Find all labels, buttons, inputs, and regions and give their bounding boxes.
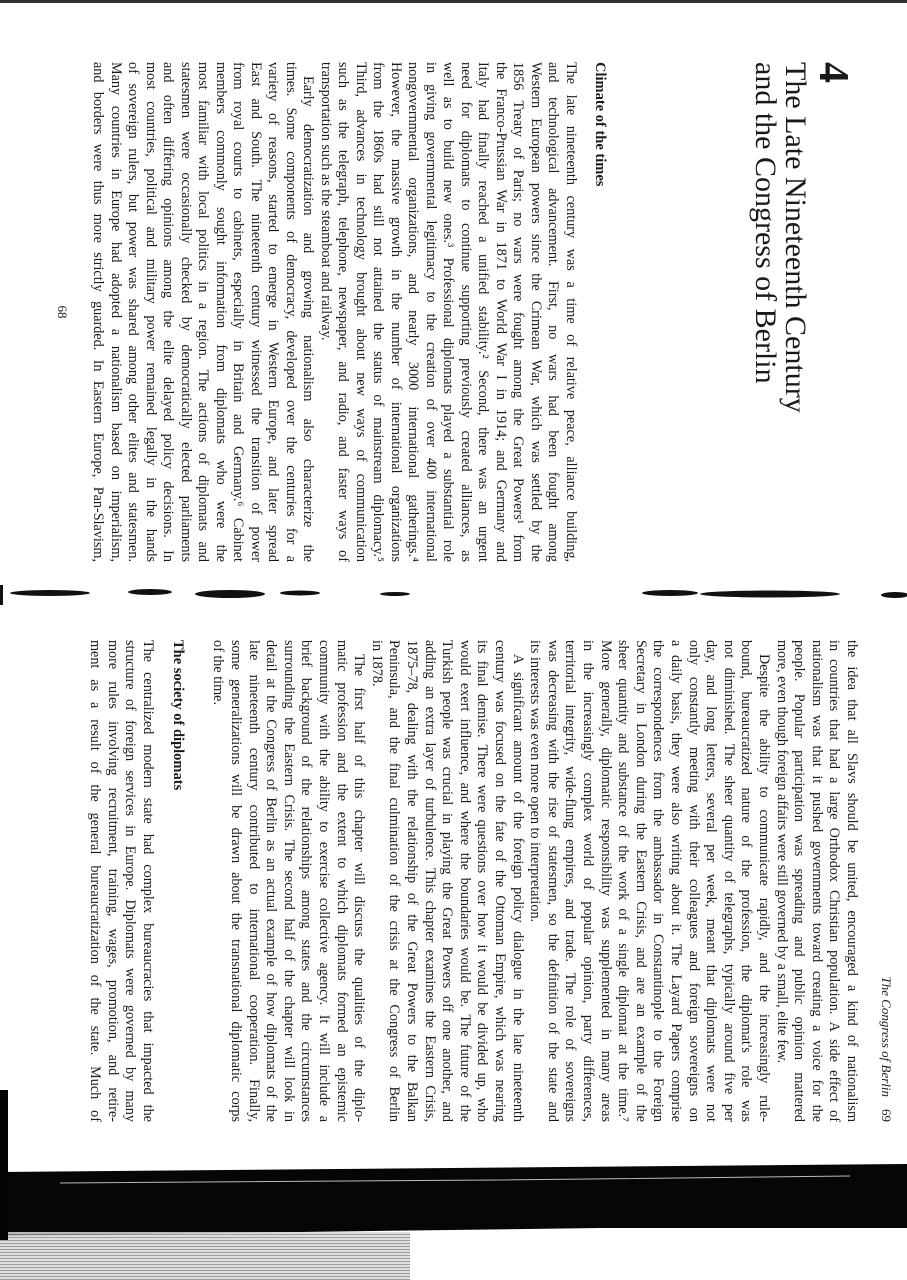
- text-line: More generally, diplomatic responsibility was supplemented in many areas: [597, 640, 614, 1122]
- text-line: the idea that all Slavs should be united, encouraged a kind of nationalism: [844, 640, 860, 1122]
- section-heading-society: The society of diplomats: [170, 640, 186, 791]
- text-line: most familiar with local politics in a region. The actions of diplomats and: [195, 62, 212, 562]
- text-line: adding an extra layer of turbulence. This chapter examines the Eastern Crisis,: [421, 640, 438, 1122]
- text-line: day, and long letters, several per week, meant that diplomats were not: [703, 640, 720, 1122]
- text-line: statesmen were occasionally checked by democratically elected parliaments: [178, 62, 194, 562]
- text-line: The centralized modern state had complex bureaucracies that impacted the: [140, 640, 156, 1122]
- text-line: of the time.: [210, 640, 227, 706]
- text-line: Turkish people was crucial in playing the Great Powers off one another, and: [439, 640, 456, 1122]
- page-number: 68: [55, 305, 70, 319]
- text-line: not diminished. The sheer quantity of telegraphs, typically around five per: [720, 640, 737, 1122]
- text-line: such as the telegraph, telephone, newspaper, and radio, and faster ways of: [335, 62, 352, 562]
- text-line: more rules involving recruitment, training, wages, promotion, and retire-: [104, 640, 121, 1122]
- text-line: Early democratization and growing nationalism also characterize the: [300, 76, 317, 562]
- text-line: 1875–78, dealing with the relationship of the Great Powers to the Balkan: [404, 640, 420, 1122]
- text-line: Western European powers since the Crimean War, which was settled by the: [528, 62, 544, 562]
- text-line: more, even though foreign affairs were still governed by a small, elite few.: [773, 640, 790, 1064]
- text-line: Peninsula, and the final culmination of the crisis at the Congress of Berlin: [386, 640, 403, 1122]
- text-line: century was focused on the fate of the Ottoman Empire, which was nearing: [492, 640, 508, 1122]
- text-line: 1856 Treaty of Paris; no wars were fought among the Great Powers¹ from: [510, 62, 527, 562]
- text-line: in 1878.: [368, 640, 385, 687]
- text-line: would exert influence, and where the boundaries would be. The future of the: [456, 640, 473, 1122]
- scan-left-edge: [0, 1090, 8, 1240]
- text-line: transportation such as the steamboat and railway.: [318, 62, 334, 341]
- text-line: However, the massive growth in the number of international organizations: [388, 62, 404, 562]
- text-line: and borders were thus more strictly guarded. In Eastern Europe, Pan-Slavism,: [90, 62, 107, 562]
- page-number: 69: [879, 1109, 894, 1122]
- text-line: Despite the ability to communicate rapidly, and the increasingly rule-: [756, 654, 772, 1122]
- text-line: and technological advancement. First, no wars had been fought among: [545, 62, 562, 562]
- text-line: well as to build new ones.³ Professional diplomats played a substantial role: [440, 62, 457, 562]
- text-line: most countries, political and military power remained legally in the hands: [143, 62, 159, 562]
- text-line: variety of reasons, started to emerge in Western Europe, and later spread: [265, 62, 282, 562]
- text-line: matic profession and the extent to which diplomats formed an epistemic: [333, 640, 350, 1122]
- text-line: only constantly meeting with their colleagues and foreign sovereigns on: [685, 640, 702, 1122]
- text-line: community with the ability to exercise collective agency. It will include a: [316, 640, 332, 1122]
- text-line: the Franco-Prussian War in 1871 to World War I in 1914; and Germany and: [493, 62, 509, 562]
- text-line: sheer quantity and substance of the work of a single diplomat at the time.⁷: [615, 640, 632, 1122]
- text-line: Italy had finally reached a unified stability.² Second, there was an urgent: [475, 62, 492, 562]
- gutter-fold-marks: [0, 585, 907, 605]
- chapter-title-line-1: The Late Nineteenth Century: [779, 62, 812, 413]
- text-line: surrounding the Eastern Crisis. The second half of the chapter will look in: [280, 640, 297, 1122]
- text-line: from the 1860s had still not attained the status of mainstream diplomacy.⁵: [370, 62, 387, 562]
- text-line: A significant amount of the foreign policy dialogue in the late nineteenth: [509, 654, 526, 1122]
- text-line: some generalizations will be drawn about the transnational diplomatic corps: [228, 640, 244, 1122]
- text-line: The late nineteenth century was a time of relative peace, alliance building,: [563, 62, 579, 562]
- bottom-book-edge-shadow: [0, 1164, 907, 1236]
- text-line: detail at the Congress of Berlin as an actual example of how diplomats of the: [263, 640, 280, 1122]
- running-head-title: The Congress of Berlin: [879, 976, 894, 1097]
- text-line: and often differing opinions among the elite delayed policy decisions. In: [160, 62, 177, 562]
- text-line: bound, bureaucratized nature of the profession, the diplomat's role was: [738, 640, 755, 1122]
- text-line: in the increasingly complex world of popular opinion, party differences,: [580, 640, 596, 1122]
- text-line: nationalism was that it pushed governments toward creating a voice for the: [808, 640, 825, 1122]
- text-line: structure of foreign services in Europe. Diplomats were governed by many: [122, 640, 139, 1122]
- text-line: brief background of the relationships among states and the circumstances: [298, 640, 315, 1122]
- text-line: people. Popular participation was spreading and public opinion mattered: [791, 640, 808, 1122]
- scanner-bed-stripes: [0, 1232, 410, 1280]
- text-line: Secretary in London during the Eastern Crisis, and are an example of the: [632, 640, 649, 1122]
- text-line: of sovereign rulers, but power was shared among other elites and statesmen.: [125, 62, 142, 562]
- text-line: from royal courts to cabinets, especially in Britain and Germany.⁶ Cabinet: [230, 62, 247, 562]
- text-line: times. Some components of democracy, developed over the centuries for a: [283, 62, 299, 562]
- text-line: a daily basis, they were also writing about it. The Layard Papers comprise: [668, 640, 684, 1122]
- text-line: nongovernmental organizations, and nearly 3000 international gatherings.⁴: [405, 62, 422, 562]
- text-line: The first half of this chapter will discuss the qualities of the diplo-: [351, 654, 368, 1122]
- section-heading-climate: Climate of the times: [592, 62, 608, 187]
- text-line: in countries that had a large Orthodox Christian population. A side effect of: [826, 640, 843, 1122]
- text-line: territorial integrity, wide-flung empires, and trade. The role of sovereigns: [562, 640, 579, 1122]
- text-line: members commonly sought information from diplomats who were the: [213, 62, 229, 562]
- text-line: Many countries in Europe had adopted a nationalism based on imperialism,: [108, 62, 124, 562]
- text-line: Third, advances in technology brought about new ways of communication: [353, 62, 369, 562]
- text-line: late nineteenth century contributed to international cooperation. Finally,: [245, 640, 262, 1122]
- text-line: its final demise. There were questions over how it would be divided up, who: [474, 640, 491, 1122]
- text-line: East and South. The nineteenth century witnessed the transition of power: [248, 62, 264, 562]
- text-line: was decreasing with the rise of statesmen, so the definition of the state and: [544, 640, 561, 1122]
- chapter-number: 4: [810, 62, 856, 83]
- text-line: in giving governmental legitimacy to the creation of over 400 international: [423, 62, 439, 562]
- text-line: need for diplomats to continue supporting previously created alliances, as: [458, 62, 474, 562]
- text-line: the correspondences from the ambassador in Constantinople to the Foreign: [650, 640, 667, 1122]
- text-line: its interests was even more open to interpretation.: [527, 640, 544, 923]
- chapter-title-line-2: and the Congress of Berlin: [749, 62, 782, 384]
- text-line: ment as a result of the general bureaucratization of the state. Much of: [87, 640, 104, 1122]
